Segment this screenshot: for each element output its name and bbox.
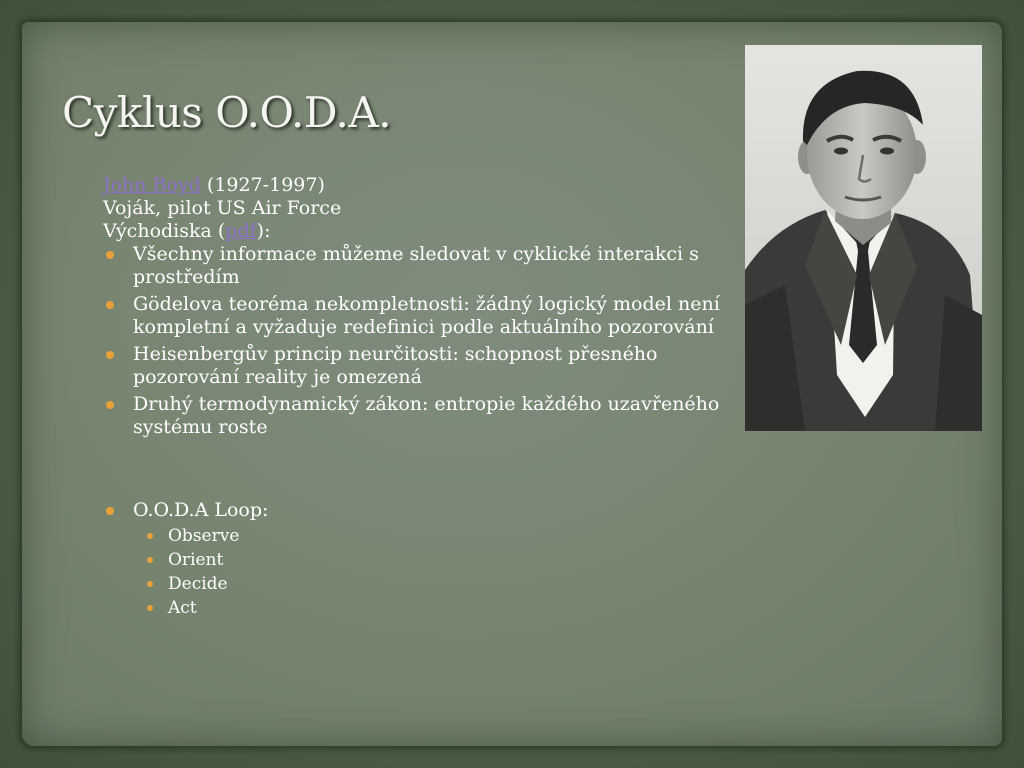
john-boyd-link[interactable]: John Boyd bbox=[103, 174, 201, 196]
basis-prefix: Východiska ( bbox=[103, 220, 226, 242]
ooda-step: Observe bbox=[144, 524, 733, 548]
role-line: Voják, pilot US Air Force bbox=[103, 197, 342, 219]
author-line bbox=[103, 174, 733, 197]
bullet-item: Druhý termodynamický zákon: entropie každého uzavřeného systému roste bbox=[103, 393, 733, 439]
ooda-step: Decide bbox=[144, 572, 733, 596]
portrait-photo bbox=[745, 45, 982, 431]
bullet-item: Všechny informace můžeme sledovat v cyklické interakci s prostředím bbox=[103, 243, 733, 289]
basis-line bbox=[103, 220, 733, 243]
slide-body bbox=[103, 174, 733, 620]
ooda-list bbox=[103, 499, 733, 620]
portrait-illustration bbox=[745, 45, 982, 431]
bullet-item: Gödelova teoréma nekompletnosti: žádný logický model není kompletní a vyžaduje redefinici podle aktuálního pozorování bbox=[103, 293, 733, 339]
author-years: (1927-1997) bbox=[200, 174, 325, 196]
pdf-link[interactable]: pdf bbox=[225, 220, 257, 242]
premises-list bbox=[103, 243, 733, 439]
ooda-steps bbox=[133, 524, 733, 620]
ooda-step: Act bbox=[144, 596, 733, 620]
ooda-step: Orient bbox=[144, 548, 733, 572]
slide-title: Cyklus O.O.D.A. bbox=[62, 88, 392, 137]
ooda-loop-item bbox=[103, 499, 733, 620]
bullet-item: Heisenbergův princip neurčitosti: schopnost přesného pozorování reality je omezená bbox=[103, 343, 733, 389]
basis-suffix: ): bbox=[256, 220, 271, 242]
ooda-loop-label: O.O.D.A Loop: bbox=[133, 499, 269, 521]
spacer bbox=[103, 439, 733, 499]
